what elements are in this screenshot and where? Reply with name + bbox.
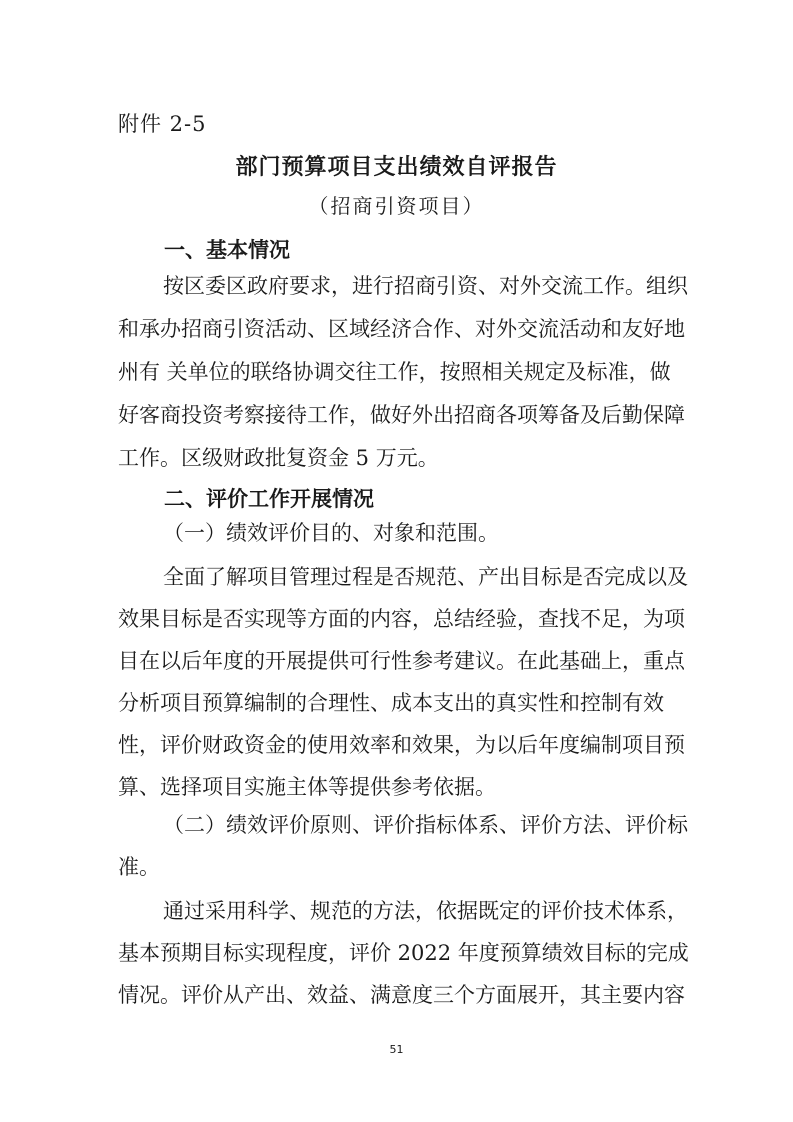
paragraph-line: 目在以后年度的开展提供可行性参考建议。在此基础上，重点 (118, 649, 685, 673)
subsection-heading-cont: 准。 (118, 855, 160, 879)
paragraph-line: 和承办招商引资活动、区域经济合作、对外交流活动和友好地 (118, 317, 685, 341)
section-heading-evaluation: 二、评价工作开展情况 (164, 487, 374, 511)
paragraph-line: 好客商投资考察接待工作，做好外出招商各项筹备及后勤保障 (118, 403, 685, 427)
paragraph-line: 性，评价财政资金的使用效率和效果，为以后年度编制项目预 (118, 733, 685, 757)
paragraph-line: 基本预期目标实现程度，评价 2022 年度预算绩效目标的完成 (118, 941, 689, 965)
subsection-heading: （二）绩效评价原则、评价指标体系、评价方法、评价标 (163, 813, 688, 837)
section-heading-basic-info: 一、基本情况 (164, 238, 290, 262)
page-title: 部门预算项目支出绩效自评报告 (235, 154, 558, 180)
page-subtitle: （招商引资项目） (308, 194, 485, 218)
page-number: 51 (389, 1043, 404, 1056)
paragraph-line: 通过采用科学、规范的方法，依据既定的评价技术体系， (163, 899, 688, 923)
paragraph-line: 分析项目预算编制的合理性、成本支出的真实性和控制有效 (118, 691, 664, 715)
paragraph-line: 州有 关单位的联络协调交往工作，按照相关规定及标准，做 (118, 360, 671, 384)
paragraph-line: 效果目标是否实现等方面的内容，总结经验，查找不足，为项 (118, 607, 685, 631)
subsection-heading: （一）绩效评价目的、对象和范围。 (163, 521, 499, 545)
paragraph-line: 按区委区政府要求，进行招商引资、对外交流工作。组织 (163, 274, 688, 298)
attachment-label: 附件 2-5 (118, 112, 207, 136)
paragraph-line: 工作。区级财政批复资金 5 万元。 (118, 446, 439, 470)
paragraph-line: 算、选择项目实施主体等提供参考依据。 (118, 775, 496, 799)
paragraph-line: 情况。评价从产出、效益、满意度三个方面展开，其主要内容 (118, 983, 685, 1007)
paragraph-line: 全面了解项目管理过程是否规范、产出目标是否完成以及 (163, 565, 688, 589)
